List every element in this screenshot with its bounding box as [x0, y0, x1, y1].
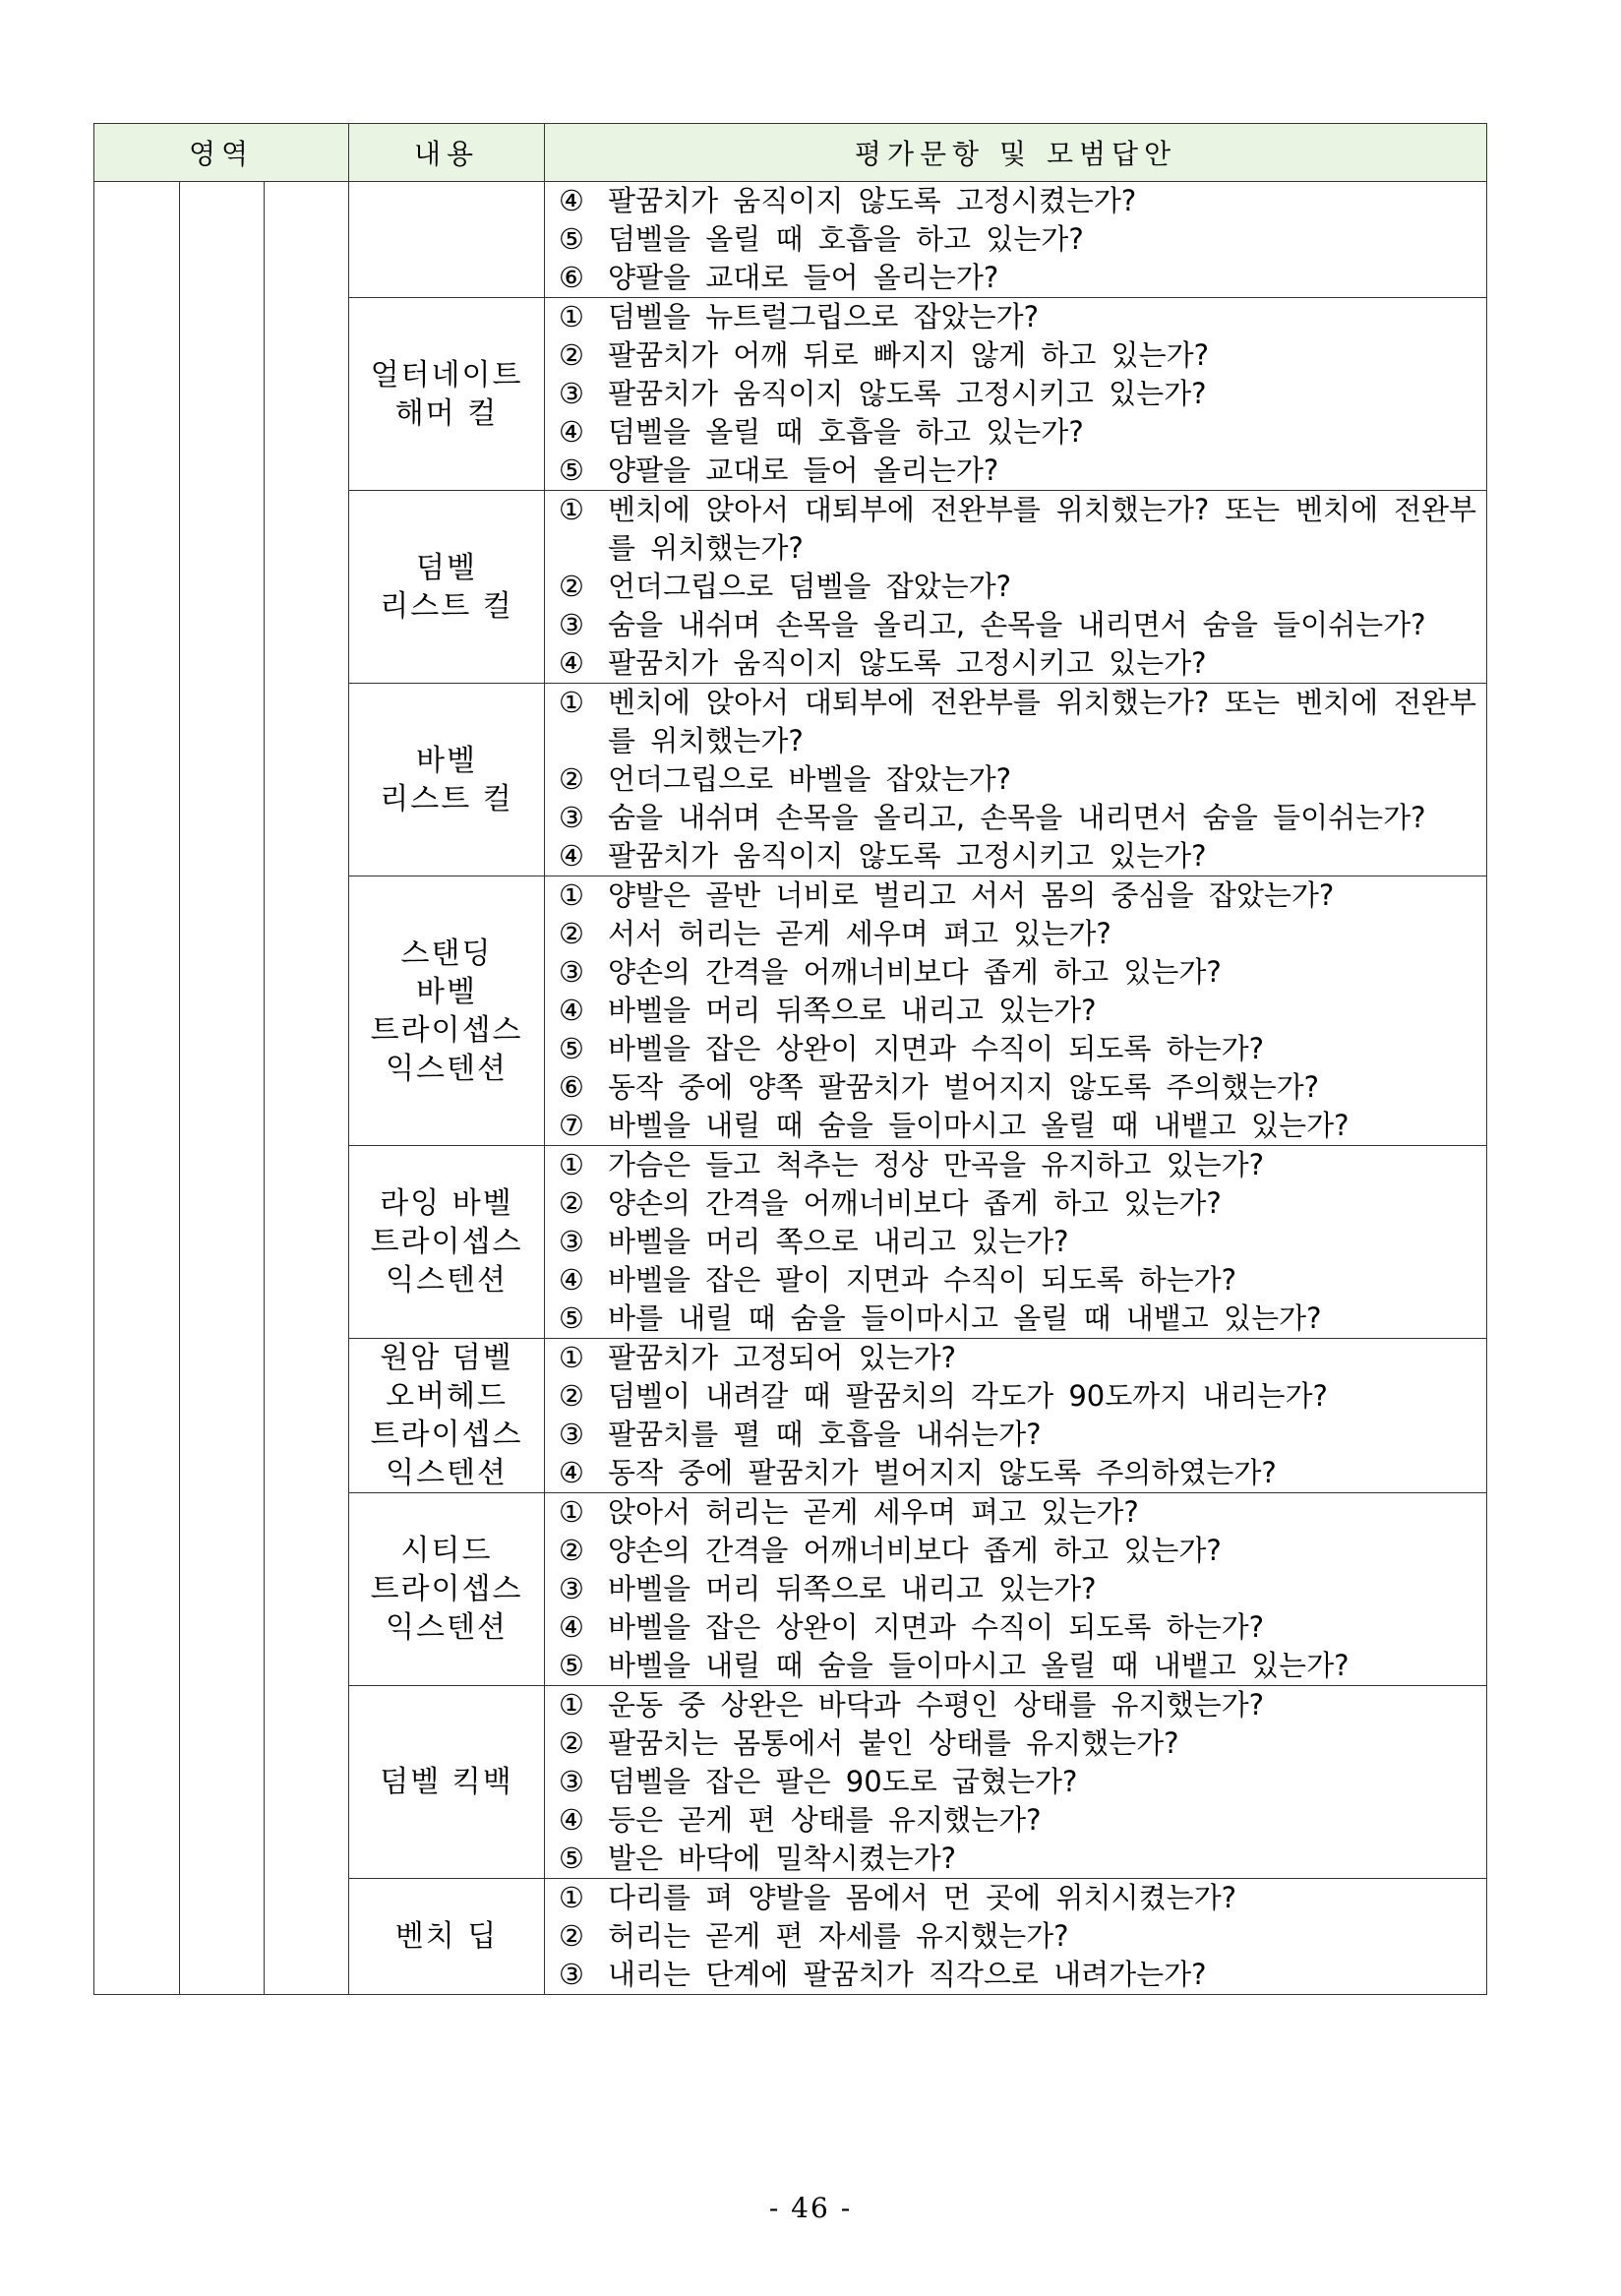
exercise-name-cell [349, 876, 545, 1146]
item-text: 팔꿈치는 몸통에서 붙인 상태를 유지했는가? [608, 1726, 1179, 1760]
evaluation-item [559, 1261, 1476, 1299]
item-number: ② [559, 1534, 585, 1567]
exercise-name-line: 덤벨 [416, 550, 478, 585]
item-number: ① [559, 1688, 585, 1722]
evaluation-item [559, 1339, 1476, 1377]
item-text: 가슴은 들고 척추는 정상 만곡을 유지하고 있는가? [608, 1148, 1265, 1181]
item-number: ② [559, 762, 585, 796]
item-text: 언더그립으로 바벨을 잡았는가? [608, 762, 1012, 796]
evaluation-item [559, 259, 1476, 297]
exercise-name-cell [349, 1879, 545, 1995]
exercise-name-line: 익스텐션 [386, 1263, 508, 1298]
exercise-name-line: 오버헤드 [386, 1379, 508, 1414]
exercise-name-line: 리스트 컬 [380, 781, 513, 816]
evaluation-item [559, 876, 1476, 915]
item-text: 팔꿈치가 움직이지 않도록 고정시키고 있는가? [608, 646, 1207, 680]
item-text: 동작 중에 팔꿈치가 벌어지지 않도록 주의하였는가? [608, 1456, 1277, 1489]
exercise-name-line: 트라이셉스 [370, 1572, 523, 1606]
evaluation-item [559, 413, 1476, 452]
evaluation-item [559, 1299, 1476, 1338]
evaluation-item [559, 1879, 1476, 1917]
item-text: 숨을 내쉬며 손목을 올리고, 손목을 내리면서 숨을 들이쉬는가? [608, 801, 1426, 834]
evaluation-item [559, 1763, 1476, 1801]
evaluation-item [559, 1377, 1476, 1416]
item-number: ③ [559, 955, 585, 989]
exercise-name-line: 해머 컬 [394, 395, 499, 431]
item-number: ④ [559, 415, 585, 449]
item-number: ④ [559, 1610, 585, 1644]
evaluation-item [559, 1647, 1476, 1685]
evaluation-item [559, 992, 1476, 1030]
evaluation-items-cell [545, 876, 1487, 1146]
item-text: 덤벨을 올릴 때 호흡을 하고 있는가? [608, 222, 1084, 256]
item-text: 앉아서 허리는 곧게 세우며 펴고 있는가? [608, 1495, 1139, 1529]
item-text: 팔꿈치를 펼 때 호흡을 내쉬는가? [608, 1418, 1042, 1451]
page-number: - 46 - [768, 2192, 853, 2224]
header-content: 내용 [349, 124, 545, 182]
item-text: 발은 바닥에 밀착시켰는가? [608, 1842, 957, 1875]
item-number: ② [559, 917, 585, 950]
evaluation-items-cell [545, 1686, 1487, 1879]
item-text: 서서 허리는 곧게 세우며 펴고 있는가? [608, 917, 1111, 950]
item-number: ⑤ [559, 1649, 585, 1682]
item-text: 덤벨을 뉴트럴그립으로 잡았는가? [608, 300, 1040, 333]
evaluation-item [559, 1840, 1476, 1878]
item-number: ② [559, 570, 585, 603]
evaluation-item [559, 760, 1476, 799]
item-number: ③ [559, 1958, 585, 1991]
item-text: 양손의 간격을 어깨너비보다 좁게 하고 있는가? [608, 1186, 1222, 1220]
item-number: ② [559, 1379, 585, 1413]
item-text: 양발은 골반 너비로 벌리고 서서 몸의 중심을 잡았는가? [608, 878, 1335, 912]
item-text: 바벨을 머리 뒤쪽으로 내리고 있는가? [608, 994, 1097, 1027]
evaluation-item [559, 915, 1476, 953]
exercise-name-line: 벤치 딥 [394, 1919, 499, 1954]
item-text: 동작 중에 양쪽 팔꿈치가 벌어지지 않도록 주의했는가? [608, 1070, 1320, 1104]
item-number: ④ [559, 1803, 585, 1837]
table-body [94, 182, 1487, 1995]
header-evaluation: 평가문항 및 모범답안 [545, 124, 1487, 182]
area-column-cell [180, 182, 265, 1995]
evaluation-item [559, 799, 1476, 837]
header-area: 영역 [94, 124, 349, 182]
item-number: ④ [559, 646, 585, 680]
exercise-name-line: 얼터네이트 [370, 357, 523, 393]
item-number: ③ [559, 801, 585, 834]
exercise-name-line: 리스트 컬 [380, 588, 513, 624]
evaluation-items-cell [545, 1339, 1487, 1493]
item-number: ④ [559, 994, 585, 1027]
table-row [94, 182, 1487, 298]
evaluation-item [559, 1686, 1476, 1724]
item-text: 양팔을 교대로 들어 올리는가? [608, 453, 999, 487]
item-text: 양손의 간격을 어깨너비보다 좁게 하고 있는가? [608, 1534, 1222, 1567]
exercise-name-line: 바벨 [416, 743, 478, 778]
item-number: ① [559, 1881, 585, 1914]
item-number: ⑥ [559, 1070, 585, 1104]
item-text: 바벨을 잡은 상완이 지면과 수직이 되도록 하는가? [608, 1610, 1265, 1644]
exercise-name-line: 바벨 [416, 974, 478, 1009]
evaluation-items-cell [545, 1146, 1487, 1339]
evaluation-item [559, 1146, 1476, 1184]
evaluation-item [559, 1184, 1476, 1223]
evaluation-item [559, 1570, 1476, 1608]
item-number: ② [559, 338, 585, 372]
exercise-name-cell [349, 684, 545, 876]
exercise-name-line: 원암 덤벨 [380, 1341, 513, 1375]
exercise-name-cell [349, 1686, 545, 1879]
item-number: ① [559, 686, 585, 719]
evaluation-item [559, 1107, 1476, 1145]
item-number: ② [559, 1919, 585, 1953]
item-text: 바벨을 머리 쪽으로 내리고 있는가? [608, 1225, 1069, 1258]
evaluation-item [559, 953, 1476, 992]
evaluation-item [559, 491, 1476, 568]
item-number: ⑥ [559, 261, 585, 294]
item-number: ① [559, 300, 585, 333]
item-text: 팔꿈치가 고정되어 있는가? [608, 1341, 957, 1374]
exercise-name-line: 트라이셉스 [370, 1418, 523, 1452]
exercise-name-line: 익스텐션 [386, 1051, 508, 1086]
item-number: ④ [559, 1263, 585, 1297]
evaluation-item [559, 837, 1476, 876]
exercise-name-line: 스탠딩 [400, 936, 493, 971]
item-number: ⑤ [559, 1032, 585, 1065]
item-text: 등은 곧게 편 상태를 유지했는가? [608, 1803, 1042, 1837]
evaluation-item [559, 1030, 1476, 1068]
item-text: 벤치에 앉아서 대퇴부에 전완부를 위치했는가? 또는 벤치에 전완부를 위치했는가? [608, 686, 1477, 757]
item-number: ④ [559, 1456, 585, 1489]
item-number: ③ [559, 1572, 585, 1605]
exercise-name-cell [349, 1339, 545, 1493]
evaluation-items-cell [545, 684, 1487, 876]
evaluation-item [559, 1454, 1476, 1492]
item-number: ⑤ [559, 1842, 585, 1875]
exercise-name-line: 덤벨 킥백 [380, 1765, 513, 1799]
item-number: ⑦ [559, 1109, 585, 1142]
evaluation-item [559, 1917, 1476, 1956]
evaluation-item [559, 1416, 1476, 1454]
item-number: ③ [559, 608, 585, 641]
item-text: 양팔을 교대로 들어 올리는가? [608, 261, 999, 294]
item-number: ⑤ [559, 1301, 585, 1335]
table-header-row [94, 124, 1487, 182]
evaluation-items-cell [545, 298, 1487, 491]
item-number: ① [559, 878, 585, 912]
item-number: ② [559, 1186, 585, 1220]
item-number: ① [559, 1148, 585, 1181]
evaluation-item [559, 606, 1476, 644]
item-text: 바벨을 잡은 팔이 지면과 수직이 되도록 하는가? [608, 1263, 1236, 1297]
exercise-name-line: 익스텐션 [386, 1456, 508, 1490]
exercise-name-cell [349, 298, 545, 491]
item-text: 운동 중 상완은 바닥과 수평인 상태를 유지했는가? [608, 1688, 1265, 1722]
item-text: 언더그립으로 덤벨을 잡았는가? [608, 570, 1012, 603]
item-text: 바벨을 내릴 때 숨을 들이마시고 올릴 때 내뱉고 있는가? [608, 1649, 1350, 1682]
evaluation-items-cell [545, 1493, 1487, 1686]
exercise-name-cell [349, 1493, 545, 1686]
evaluation-item [559, 220, 1476, 259]
evaluation-item [559, 452, 1476, 490]
item-text: 허리는 곧게 편 자세를 유지했는가? [608, 1919, 1069, 1953]
item-number: ④ [559, 839, 585, 873]
evaluation-table [93, 123, 1487, 1995]
item-number: ③ [559, 377, 585, 410]
evaluation-item [559, 1724, 1476, 1763]
item-number: ③ [559, 1765, 585, 1798]
item-number: ① [559, 1341, 585, 1374]
item-text: 덤벨을 잡은 팔은 90도로 굽혔는가? [608, 1765, 1078, 1798]
evaluation-items-cell [545, 491, 1487, 684]
evaluation-item [559, 375, 1476, 413]
area-column-cell [265, 182, 349, 1995]
evaluation-item [559, 1223, 1476, 1261]
evaluation-item [559, 1956, 1476, 1994]
evaluation-item [559, 336, 1476, 375]
exercise-name-line: 라잉 바벨 [380, 1186, 513, 1221]
item-text: 다리를 펴 양발을 몸에서 먼 곳에 위치시켰는가? [608, 1881, 1236, 1914]
area-column-cell [94, 182, 180, 1995]
evaluation-item [559, 1532, 1476, 1570]
item-number: ③ [559, 1418, 585, 1451]
item-text: 바를 내릴 때 숨을 들이마시고 올릴 때 내뱉고 있는가? [608, 1301, 1322, 1335]
item-number: ① [559, 1495, 585, 1529]
item-text: 덤벨을 올릴 때 호흡을 하고 있는가? [608, 415, 1084, 449]
item-text: 덤벨이 내려갈 때 팔꿈치의 각도가 90도까지 내리는가? [608, 1379, 1328, 1413]
evaluation-item [559, 1068, 1476, 1107]
item-text: 숨을 내쉬며 손목을 올리고, 손목을 내리면서 숨을 들이쉬는가? [608, 608, 1426, 641]
evaluation-item [559, 568, 1476, 606]
exercise-name-cell [349, 1146, 545, 1339]
evaluation-item [559, 644, 1476, 683]
item-text: 바벨을 내릴 때 숨을 들이마시고 올릴 때 내뱉고 있는가? [608, 1109, 1350, 1142]
item-number: ⑤ [559, 453, 585, 487]
evaluation-item [559, 182, 1476, 220]
evaluation-items-cell [545, 182, 1487, 298]
evaluation-item [559, 1801, 1476, 1840]
item-text: 팔꿈치가 움직이지 않도록 고정시켰는가? [608, 184, 1137, 217]
evaluation-item [559, 1608, 1476, 1647]
item-text: 팔꿈치가 움직이지 않도록 고정시키고 있는가? [608, 377, 1207, 410]
evaluation-item [559, 684, 1476, 760]
item-number: ① [559, 493, 585, 526]
exercise-name-line: 익스텐션 [386, 1610, 508, 1645]
item-text: 바벨을 머리 뒤쪽으로 내리고 있는가? [608, 1572, 1097, 1605]
evaluation-item [559, 1493, 1476, 1532]
exercise-name-line: 시티드 [400, 1534, 493, 1568]
exercise-name-cell [349, 491, 545, 684]
evaluation-items-cell [545, 1879, 1487, 1995]
item-text: 팔꿈치가 움직이지 않도록 고정시키고 있는가? [608, 839, 1207, 873]
item-number: ② [559, 1726, 585, 1760]
item-text: 바벨을 잡은 상완이 지면과 수직이 되도록 하는가? [608, 1032, 1265, 1065]
item-text: 벤치에 앉아서 대퇴부에 전완부를 위치했는가? 또는 벤치에 전완부를 위치했는가? [608, 493, 1477, 565]
evaluation-item [559, 298, 1476, 336]
item-number: ③ [559, 1225, 585, 1258]
exercise-name-cell [349, 182, 545, 298]
item-text: 팔꿈치가 어깨 뒤로 빠지지 않게 하고 있는가? [608, 338, 1209, 372]
item-text: 내리는 단계에 팔꿈치가 직각으로 내려가는가? [608, 1958, 1207, 1991]
item-number: ⑤ [559, 222, 585, 256]
item-number: ④ [559, 184, 585, 217]
item-text: 양손의 간격을 어깨너비보다 좁게 하고 있는가? [608, 955, 1222, 989]
exercise-name-line: 트라이셉스 [370, 1225, 523, 1259]
exercise-name-line: 트라이셉스 [370, 1012, 523, 1048]
